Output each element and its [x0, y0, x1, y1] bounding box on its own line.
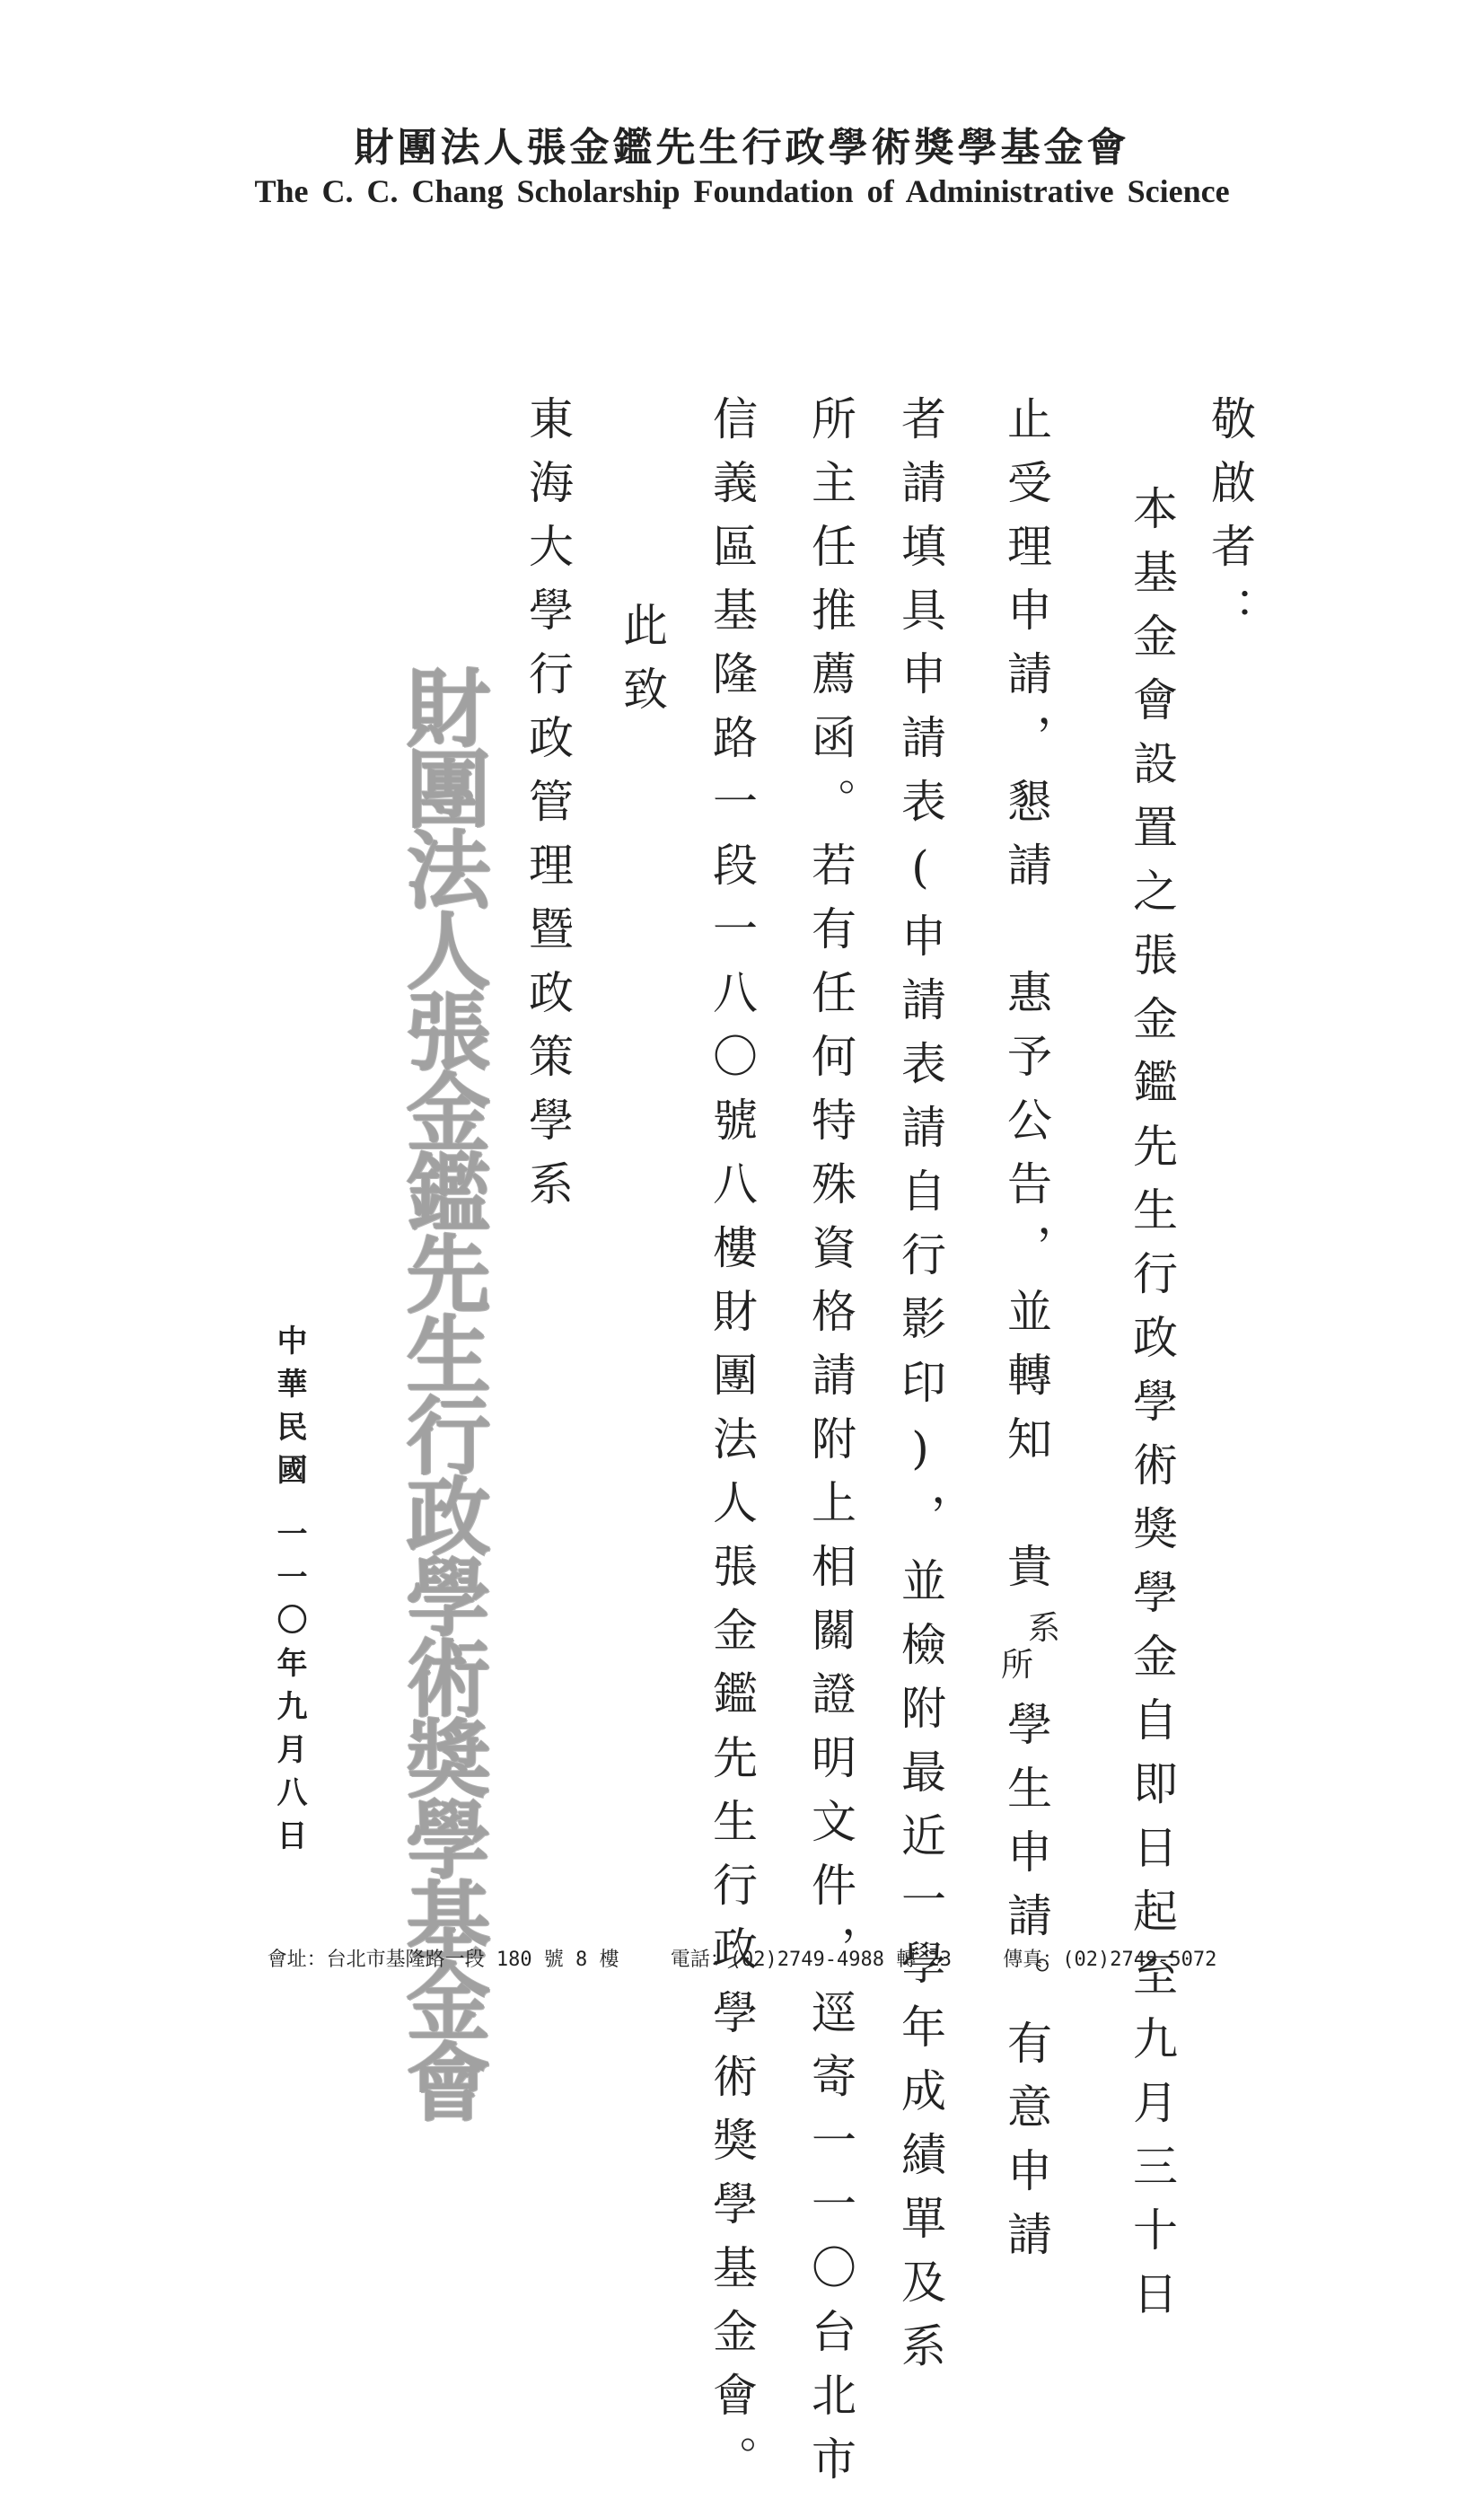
footer-contact — [0, 1944, 1484, 1972]
split-char-suo: 所 — [1001, 1647, 1034, 1685]
letter-line-2-text: 止受理申請，懇請 惠予公告，並轉知 貴 — [1000, 395, 1052, 1606]
letter-line-3: 者請填具申請表(申請表請自行影印)，並檢附最近一學年成績單及系 — [894, 395, 946, 2386]
seal-text: 財團法人張金鑑先生行政學術獎學基金會 — [391, 664, 489, 2119]
footer-address: 會址：台北市基隆路一段 180 號 8 樓 — [267, 1949, 619, 1971]
organization-name-chinese: 財團法人張金鑑先生行政學術獎學基金會 — [354, 125, 1130, 171]
letter-line-4: 所主任推薦函。若有任何特殊資格請附上相關證明文件，逕寄一一〇台北市 — [804, 395, 856, 2499]
letter-greeting: 敬啟者： — [1204, 395, 1256, 650]
organization-name-english: The C. C. Chang Scholarship Foundation of Administrative Science — [254, 173, 1230, 209]
footer-phone: 電話：(02)2749-4988 轉 23 — [670, 1949, 952, 1971]
date-label: 中華民國 — [271, 1324, 307, 1497]
footer-fax: 傳真：(02)2749-5072 — [1003, 1949, 1217, 1971]
letter-line-5: 信義區基隆路一段一八〇號八樓財團法人張金鑑先生行政學術獎學基金會。 — [706, 395, 758, 2499]
letter-recipient: 東海大學行政管理暨政策學系 — [522, 395, 574, 1224]
letter-line-2-split — [1001, 1610, 1061, 1685]
split-char-xi: 系 — [1028, 1610, 1061, 1647]
letter-closing: 此致 — [616, 602, 668, 729]
date-value: 一一〇年九月八日 — [271, 1518, 307, 1862]
letter-line-2-tail: 學生申請。有意申請 — [1000, 1700, 1052, 2275]
letter-line-1: 本基金會設置之張金鑑先生行政學術獎學金自即日起至九月三十日 — [1126, 485, 1178, 2334]
letter-line-2 — [1000, 395, 1061, 2275]
